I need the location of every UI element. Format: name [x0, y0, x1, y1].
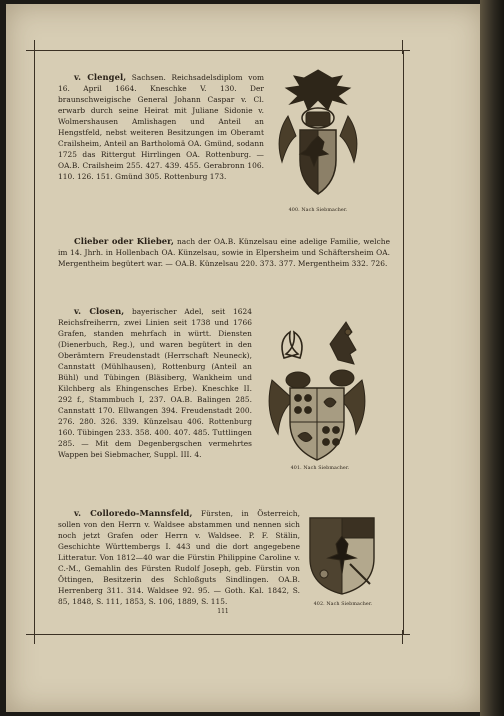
entry-heading: Clieber oder Klieber,	[74, 236, 174, 246]
caption-400: 400. Nach Siebmacher.	[288, 208, 348, 213]
corner-tick	[34, 630, 35, 644]
top-rule	[26, 50, 410, 51]
corner-tick	[34, 40, 35, 54]
coat-of-arms-400-image	[268, 66, 368, 206]
entry-heading: v. Closen,	[74, 306, 125, 316]
coat-of-arms-402-image	[306, 514, 378, 598]
entry-clieber	[58, 236, 390, 269]
caption-402: 402. Nach Siebmacher.	[313, 602, 373, 607]
book-spine	[480, 0, 504, 716]
corner-tick	[402, 630, 403, 644]
entry-body: bayerischer Adel, seit 1624 Reichsfreiherrn, zwei Linien seit 1738 und 1766 Grafen, standen mehrfach in württ. Diensten (Dienerbuch, Reg.), und waren begütert in den Oberämtern Freudenstadt (Herrschaft Neuneck), Cannstatt (Mühlhausen), Rottenburg (Anteil an Bühl) und Tübingen (Bläsiberg, Wankheim und Kilchberg als Ehingensches Erbe). Kneschke II. 292 f., Stammbuch I, 237. OA.B. Balingen 285. Cannstatt 170. Ellwangen 394. Freudenstadt 200. 276. 280. 326. 339. Künzelsau 406. Rottenburg 160. Tübingen 233. 358. 400. 407. 485. Tuttlingen 285. — Mit dem Degenbergschen vermehrtes Wappen bei Siebmacher, Suppl. III. 4.	[58, 307, 253, 459]
entry-body: nach der OA.B. Künzelsau eine adelige Familie, welche im 14. Jhrh. in Hollenbach OA. Künzelsau, sowie in Elpersheim und Schäftersheim OA. Mergentheim begütert war. — OA.B. Künzelsau 220. 373. 377. Mergentheim 332. 726.	[58, 237, 390, 268]
entry-colloredo	[58, 508, 300, 607]
entry-clengel	[58, 72, 264, 182]
caption-401: 401. Nach Siebmacher.	[290, 466, 350, 471]
entry-body: Fürsten, in Österreich, sollen von den Herrn v. Waldsee abstammen und nennen sich noch jetzt Grafen oder Herrn v. Waldsee. P. F. Stälin, Geschichte Württembergs I. 443 und die dort angegebene Litteratur. Von 1812—40 war die Fürstin Philippine Caroline v. C.-M., Gemahlin des Fürsten Rudolf Joseph, geb. Fürstin von Öttingen, Besitzerin des Schloßguts Sindlingen. OA.B. Herrenberg 311. 314. Waldsee 92. 95. — Goth. Kal. 1842, S. 85, 1848, S. 111, 1853, S. 106, 1889, S. 115.	[58, 509, 301, 606]
entry-closen	[58, 306, 252, 460]
entry-heading: v. Clengel,	[74, 72, 127, 82]
bottom-rule	[26, 634, 410, 635]
corner-tick	[402, 40, 403, 54]
page-number: 111	[217, 608, 229, 615]
entry-heading: v. Colloredo-Mannsfeld,	[74, 508, 193, 518]
entry-body: Sachsen. Reichsadelsdiplom vom 16. April 1664. Kneschke V. 130. Der braunschweigische General Johann Caspar v. Cl. erwarb durch seine Heirat mit Juliane Sidonie v. Wolmershausen Amlishagen und Anteil an Hengstfeld, nebst weiteren Besitzungen im Oberamt Crailsheim, Anteil an Bartholomä OA. Gmünd, sodann 1725 das Rittergut Hirrlingen OA. Rottenburg. — OA.B. Crailsheim 255. 427. 439. 455. Gerabronn 106. 110. 126. 151. Gmünd 305. Rottenburg 173.	[58, 73, 265, 181]
coat-of-arms-401-image	[262, 318, 372, 466]
